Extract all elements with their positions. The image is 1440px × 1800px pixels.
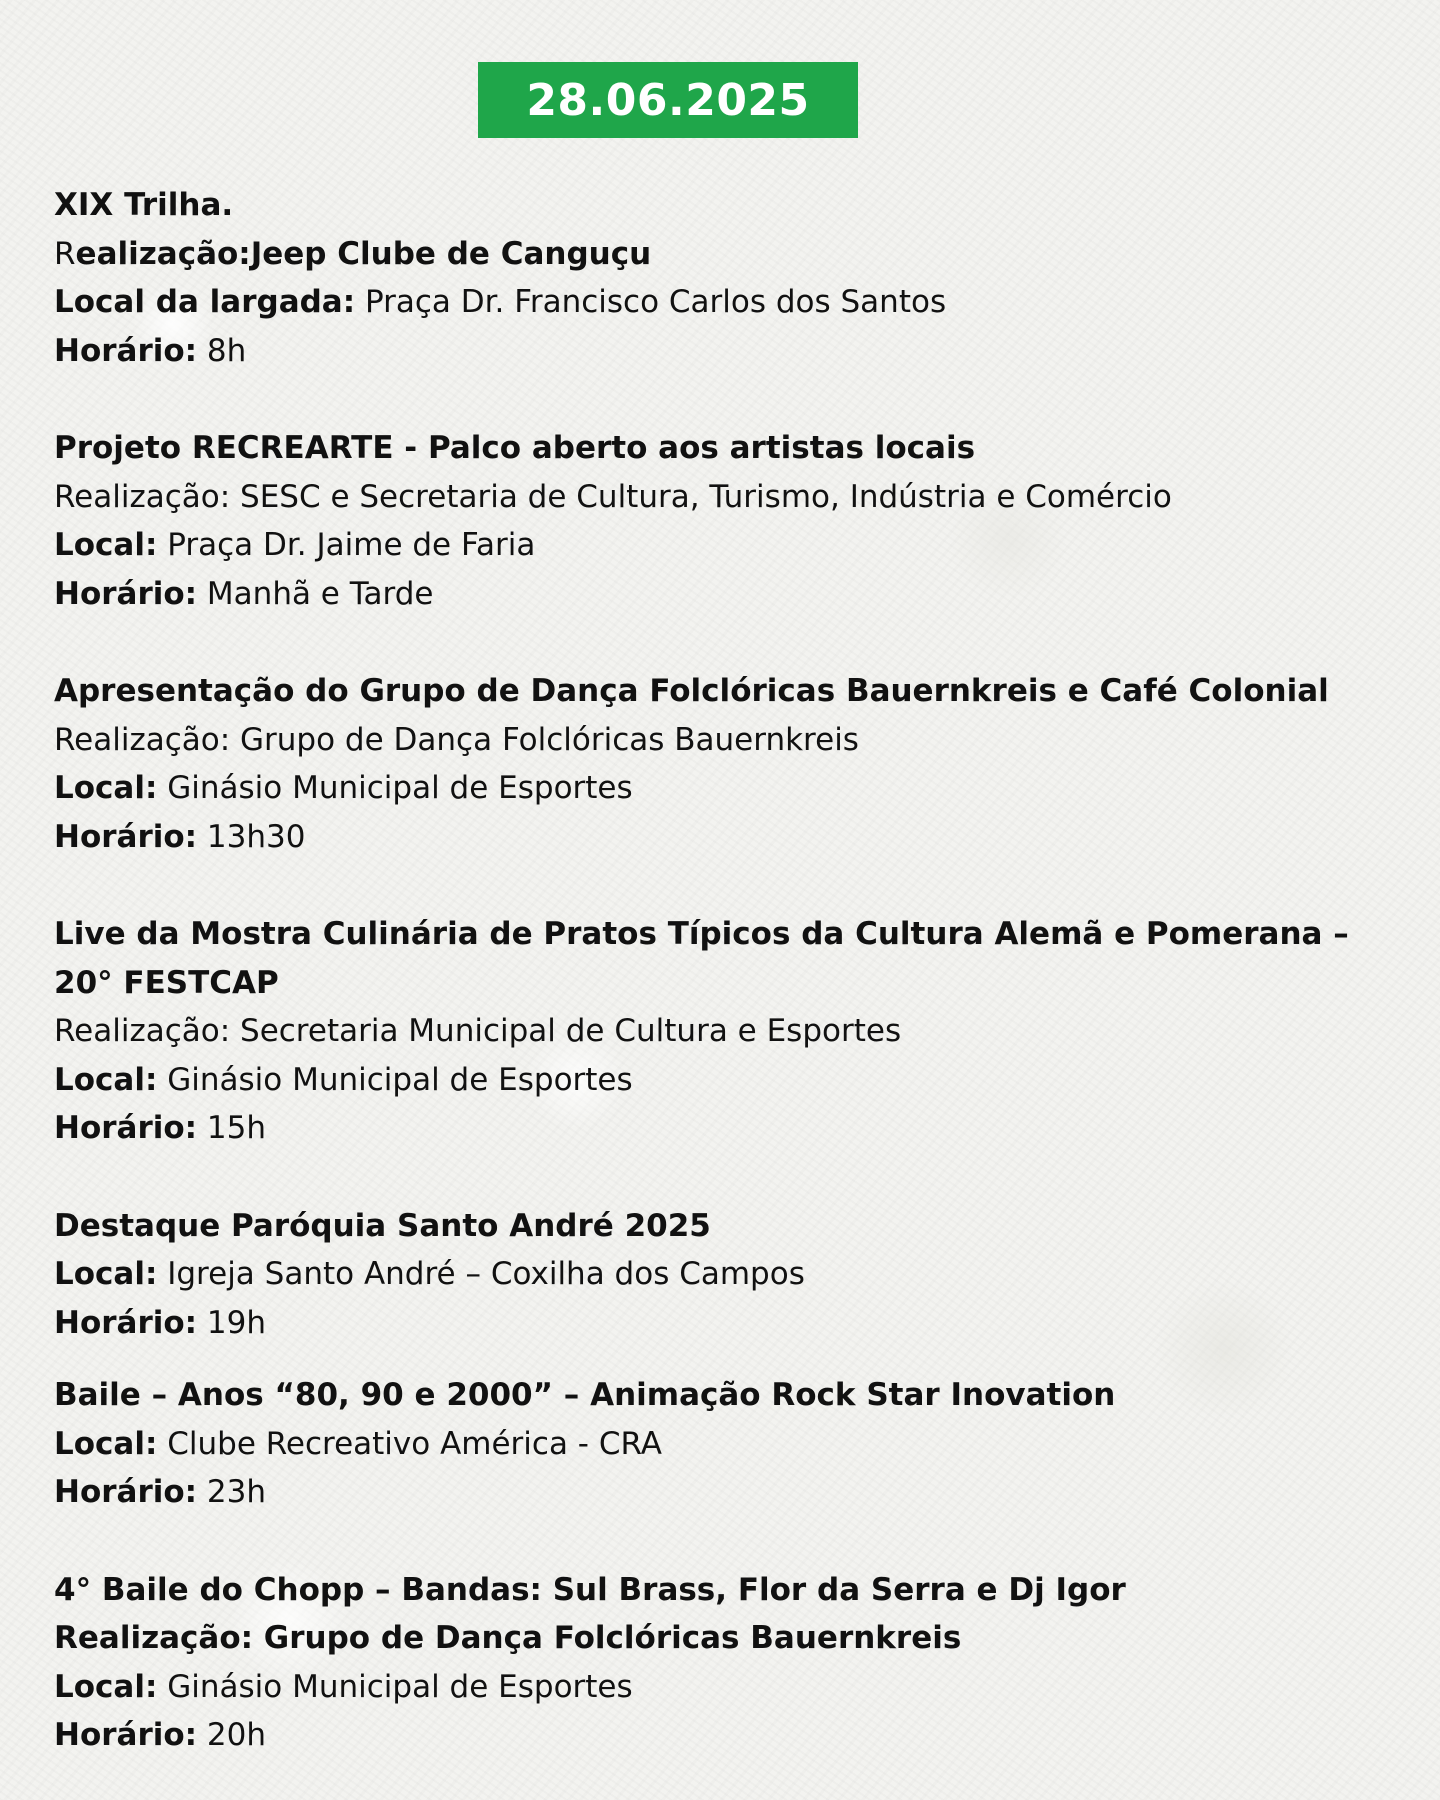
location-label: Local:	[54, 1425, 158, 1462]
date-banner	[478, 62, 858, 138]
time-value: 13h30	[206, 818, 306, 855]
location-value: Ginásio Municipal de Esportes	[167, 1668, 633, 1705]
event-item	[54, 181, 1414, 375]
time-value: 15h	[206, 1110, 267, 1146]
time-label: Horário:	[54, 1304, 198, 1341]
location-value: Praça Dr. Francisco Carlos dos Santos	[364, 284, 947, 320]
event-title: Baile – Anos “80, 90 e 2000” – Animação Rock Star Inovation	[54, 1377, 1116, 1413]
time-value: 19h	[206, 1304, 267, 1341]
event-title: Apresentação do Grupo de Dança Folclóricas Bauernkreis e Café Colonial	[54, 673, 1329, 709]
location-label: Local:	[54, 527, 158, 563]
time-label: Horário:	[54, 1717, 198, 1753]
event-organizer: Realização: Grupo de Dança Folclóricas Bauernkreis	[54, 1620, 962, 1656]
event-item	[54, 667, 1414, 861]
event-location	[54, 1663, 1414, 1712]
location-label: Local:	[54, 770, 158, 806]
time-label: Horário:	[54, 818, 198, 855]
event-item	[54, 1202, 1414, 1348]
location-label: Local:	[54, 1061, 158, 1098]
time-label: Horário:	[54, 332, 198, 369]
time-label: Horário:	[54, 575, 198, 612]
event-time	[54, 327, 1414, 376]
time-label: Horário:	[54, 1110, 198, 1146]
time-value: 20h	[206, 1717, 267, 1753]
location-value: Igreja Santo André – Coxilha dos Campos	[167, 1256, 805, 1292]
location-value: Praça Dr. Jaime de Faria	[167, 527, 536, 563]
event-time	[54, 1104, 1414, 1153]
location-label: Local da largada:	[54, 284, 356, 320]
event-title: 4° Baile do Chopp – Bandas: Sul Brass, Flor da Serra e Dj Igor	[54, 1571, 1126, 1608]
event-location	[54, 1056, 1414, 1105]
event-organizer: Realização: Grupo de Dança Folclóricas Bauernkreis	[54, 721, 859, 758]
event-location	[54, 764, 1414, 813]
event-organizer: Realização: Secretaria Municipal de Cultura e Esportes	[54, 1013, 902, 1049]
time-value: 23h	[206, 1474, 267, 1510]
event-time	[54, 1468, 1414, 1517]
event-item	[54, 1566, 1414, 1760]
location-label: Local:	[54, 1256, 158, 1292]
time-label: Horário:	[54, 1474, 198, 1510]
event-time	[54, 1299, 1414, 1348]
event-location	[54, 1420, 1414, 1469]
event-location	[54, 278, 1414, 327]
time-value: 8h	[206, 332, 247, 369]
location-label: Local:	[54, 1668, 158, 1705]
time-value: Manhã e Tarde	[206, 575, 434, 612]
event-item	[54, 1371, 1414, 1517]
event-item	[54, 910, 1414, 1153]
event-title: Destaque Paróquia Santo André 2025	[54, 1207, 711, 1244]
location-value: Ginásio Municipal de Esportes	[167, 1061, 633, 1098]
event-title: Projeto RECREARTE - Palco aberto aos artistas locais	[54, 430, 976, 466]
location-value: Clube Recreativo América - CRA	[167, 1425, 662, 1462]
event-title: Live da Mostra Culinária de Pratos Típicos da Cultura Alemã e Pomerana – 20° FESTCAP	[54, 916, 1349, 1001]
event-schedule	[54, 181, 1414, 1760]
location-value: Ginásio Municipal de Esportes	[167, 770, 633, 806]
event-title: XIX Trilha.	[54, 187, 234, 223]
event-date: 28.06.2025	[526, 74, 810, 126]
event-time	[54, 570, 1414, 619]
event-time	[54, 813, 1414, 862]
event-organizer	[54, 230, 1414, 279]
event-location	[54, 1250, 1414, 1299]
organizer-text: ealização:Jeep Clube de Canguçu	[75, 235, 652, 272]
event-location	[54, 521, 1414, 570]
event-time	[54, 1711, 1414, 1760]
event-organizer: Realização: SESC e Secretaria de Cultura, Turismo, Indústria e Comércio	[54, 478, 1172, 515]
event-item	[54, 424, 1414, 618]
organizer-initial: R	[54, 235, 76, 272]
